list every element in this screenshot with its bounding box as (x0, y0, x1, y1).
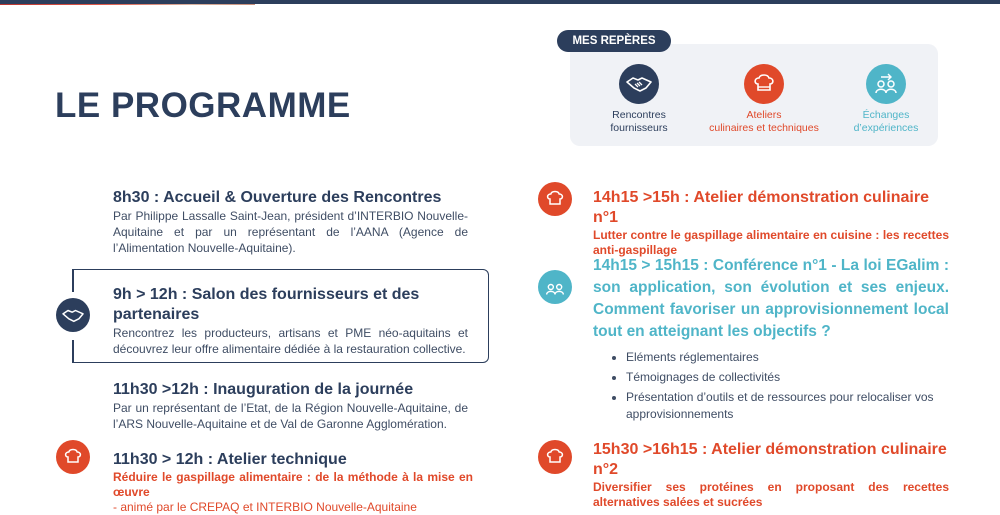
people-exchange-icon (538, 270, 572, 304)
item-title: 11h30 >12h : Inauguration de la journée (113, 381, 414, 398)
programme-item-inauguration (113, 380, 468, 432)
item-title: 11h30 > 12h : Atelier technique (113, 451, 347, 468)
bullet-item: • Témoignages de collectivités (626, 369, 949, 386)
programme-item-demo-1 (593, 188, 949, 258)
legend-ateliers-line2: culinaires et techniques (709, 122, 819, 134)
handshake-icon (619, 64, 659, 104)
bullet-item: • Eléments réglementaires (626, 349, 949, 366)
people-exchange-icon (866, 64, 906, 104)
item-subtitle: Lutter contre le gaspillage alimentaire en cuisine : les recettes anti-gaspillage (593, 228, 949, 257)
item-title: 8h30 : Accueil & Ouverture des Rencontres (113, 189, 442, 206)
bullet-item: • Présentation d’outils et de ressources pour relocaliser vos approvisionnements (626, 389, 949, 423)
legend-ateliers (699, 64, 829, 135)
legend-rencontres-line2: fournisseurs (610, 122, 668, 134)
handshake-icon (56, 298, 90, 332)
legend-rencontres-line1: Rencontres (612, 109, 666, 121)
chef-hat-icon (56, 440, 90, 474)
legend-rencontres (574, 64, 704, 135)
item-subtitle: Réduire le gaspillage alimentaire : de la méthode à la mise en œuvre (113, 470, 473, 499)
item-title: 15h30 >16h15 : Atelier démonstration culinaire n°2 (593, 441, 947, 478)
programme-item-salon (113, 285, 468, 357)
programme-item-accueil (113, 188, 468, 256)
chef-hat-icon (538, 440, 572, 474)
item-text: Par Philippe Lassalle Saint-Jean, président d’INTERBIO Nouvelle-Aquitaine et par un représentant de l’AANA (Agence de l’Alimentation Nouvelle-Aquitaine). (113, 209, 468, 255)
page-title: LE PROGRAMME (55, 86, 351, 125)
chef-hat-icon (538, 182, 572, 216)
item-subtitle: Diversifier ses protéines en proposant des recettes alternatives salées et sucrées (593, 480, 949, 509)
legend-ateliers-line1: Ateliers (746, 109, 782, 121)
chef-hat-icon (744, 64, 784, 104)
header-bar (0, 0, 1000, 4)
item-bullets (593, 349, 949, 423)
programme-item-atelier-technique (113, 450, 473, 515)
item-subtitle-2: - animé par le CREPAQ et INTERBIO Nouvelle-Aquitaine (113, 500, 417, 514)
item-title: 14h15 > 15h15 : Conférence n°1 - La loi EGalim : son application, son évolution et ses enjeux. Comment favoriser un approvisionnement local tout en atteignant les objectifs ? (593, 257, 949, 340)
item-title: 9h > 12h : Salon des fournisseurs et des partenaires (113, 286, 420, 323)
legend-echanges-line2: d’expériences (853, 122, 919, 134)
item-title: 14h15 >15h : Atelier démonstration culinaire n°1 (593, 189, 929, 226)
item-text: Rencontrez les producteurs, artisans et PME néo-aquitains et découvrez leur offre alimentaire dédiée à la restauration collective. (113, 326, 468, 356)
reperes-badge: MES REPÈRES (557, 30, 671, 52)
item-text: Par un représentant de l’Etat, de la Région Nouvelle-Aquitaine, de l’ARS Nouvelle-Aquitaine et de Val de Garonne Agglomération. (113, 401, 468, 431)
programme-item-conference-1 (593, 255, 949, 426)
legend-echanges-line1: Échanges (862, 109, 910, 121)
legend-echanges (821, 64, 951, 135)
